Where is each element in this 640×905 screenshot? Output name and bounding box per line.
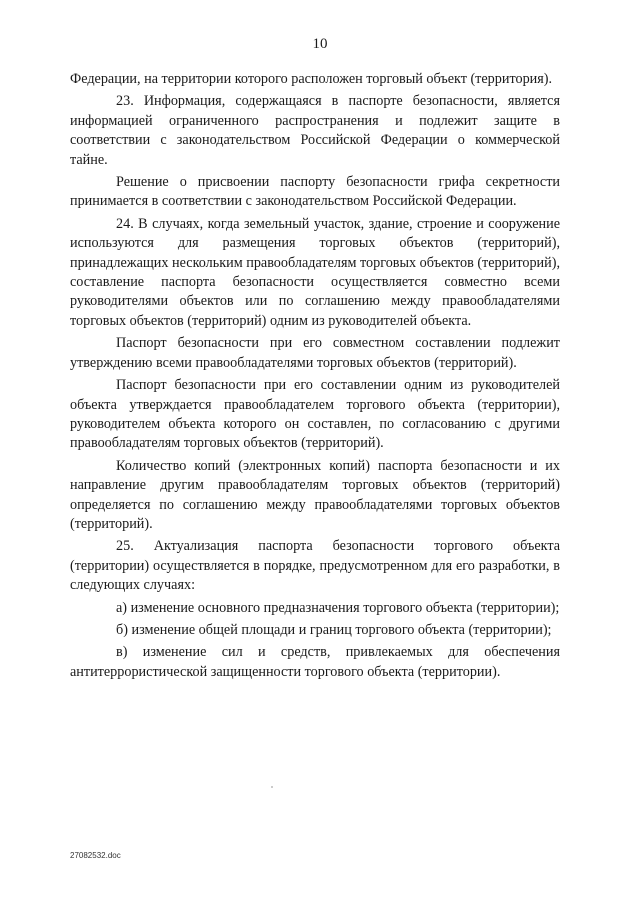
paragraph-item-24: 24. В случаях, когда земельный участок, здание, строение и сооружение используются для размещения торговых объектов (территорий), принадлежащих нескольким правообладателям торговых объектов (территорий), составление паспорта безопасности осуществляется совместно всеми руководителями объектов или по соглашению между правообладателями торговых объектов (территорий) одним из руководителей объекта. [70,215,560,329]
list-item-v: в) изменение сил и средств, привлекаемых для обеспечения антитеррористической защищенности торгового объекта (территории). [70,644,560,680]
paragraph-single-approval: Паспорт безопасности при его составлении одним из руководителей объекта утверждается правообладателем торгового объекта (территории), руководителем объекта которого он составлен, по согласованию с другими правообладателям торговых объектов (территорий). [70,377,560,452]
footer-doc-id: 27082532.doc [70,851,121,860]
paragraph-item-23: 23. Информация, содержащаяся в паспорте безопасности, является информацией ограниченного распространения и подлежит защите в соответствии с законодательством Российской Федерации о коммерческой тайне. [70,93,560,168]
paragraph-classification-decision: Решение о присвоении паспорту безопасности грифа секретности принимается в соответствии с законодательством Российской Федерации. [70,174,560,210]
document-body [70,70,560,685]
paragraph-copies: Количество копий (электронных копий) паспорта безопасности и их направление другим правообладателям торговых объектов (территорий) определяется по соглашению между правообладателями торговых объектов (территорий). [70,457,560,532]
page-number: 10 [312,36,328,52]
paragraph-joint-approval: Паспорт безопасности при его совместном составлении подлежит утверждению всеми правообладателями торговых объектов (территорий). [70,335,560,371]
list-item-b: б) изменение общей площади и границ торгового объекта (территории); [116,621,552,638]
list-item-a: а) изменение основного предназначения торгового объекта (территории); [116,599,560,616]
paragraph-item-25: 25. Актуализация паспорта безопасности торгового объекта (территории) осуществляется в порядке, предусмотренном для его разработки, в следующих случаях: [70,538,560,594]
paragraph-continuation: Федерации, на территории которого расположен торговый объект (территория). [70,71,553,87]
scan-speck [271,786,273,788]
